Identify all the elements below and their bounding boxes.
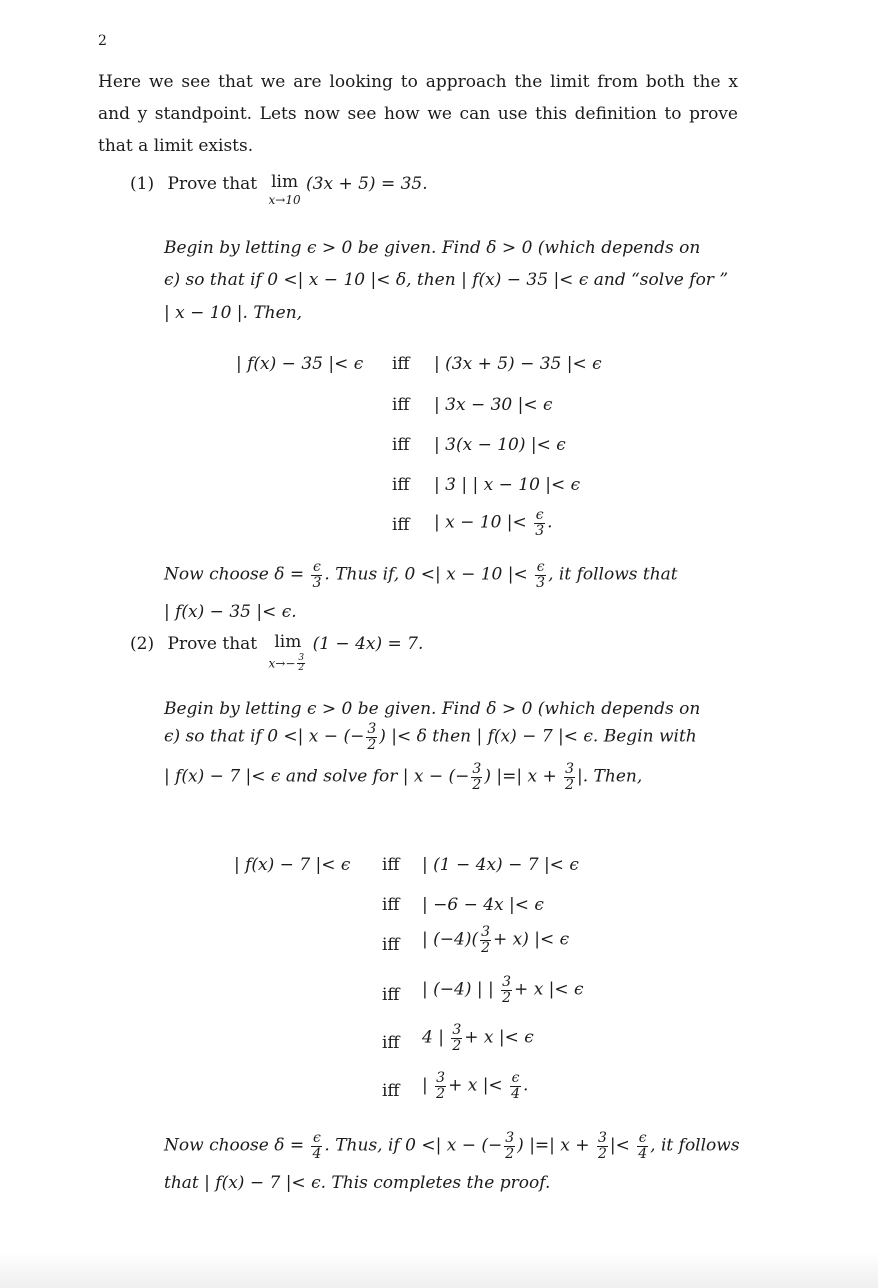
problem2-prove-prefix: Prove that	[167, 634, 258, 654]
problem1-now-choose: Now choose δ =	[164, 564, 305, 585]
fraction-denominator: 4	[511, 1085, 521, 1102]
problem2-thus-fraction-a	[504, 1131, 515, 1161]
problem2-iff-3: iff	[382, 935, 400, 955]
fraction-denominator: 2	[505, 1145, 515, 1162]
fraction-numerator: ϵ	[313, 1130, 321, 1146]
problem1-label: (1)	[130, 174, 155, 194]
problem2-step-2: | −6 − 4x |< ϵ	[422, 895, 544, 915]
fraction-denominator: 2	[565, 776, 575, 793]
problem2-step-3-fraction	[480, 925, 491, 955]
problem2-lhs: | f(x) − 7 |< ϵ	[234, 855, 351, 875]
problem1-step-2: | 3x − 30 |< ϵ	[434, 395, 553, 415]
problem2-step-4b: + x |< ϵ	[514, 979, 584, 1000]
problem2-begin-line3-fraction-a	[471, 762, 482, 792]
fraction-denominator: 2	[597, 1145, 607, 1162]
problem2-step-6-fraction-a	[435, 1071, 446, 1101]
problem1-expression: (3x + 5) = 35.	[306, 174, 428, 194]
problem2-step-3a: | (−4)(	[422, 929, 479, 950]
problem2-begin-line2-fraction	[366, 722, 377, 752]
problem1-begin-line1: Begin by letting ϵ > 0 be given. Find δ > 0 (which depends on	[164, 238, 701, 258]
problem1-step-3: | 3(x − 10) |< ϵ	[434, 435, 566, 455]
fraction-numerator: 3	[298, 653, 305, 663]
problem2-begin-line3-fraction-b	[564, 762, 575, 792]
problem1-statement	[130, 174, 428, 206]
problem2-step-5	[422, 1023, 534, 1053]
problem1-it-follows: , it follows that	[548, 564, 678, 585]
problem1-step-5	[434, 508, 553, 538]
problem1-lhs: | f(x) − 35 |< ϵ	[236, 354, 364, 374]
problem1-prove-prefix: Prove that	[167, 174, 258, 194]
fraction-denominator: 2	[436, 1085, 446, 1102]
problem2-choose-line	[164, 1130, 740, 1162]
problem2-iff-5: iff	[382, 1033, 400, 1053]
fraction-numerator: ϵ	[313, 559, 321, 575]
problem2-begin-line3	[164, 762, 642, 792]
problem2-begin-line2a: ϵ) so that if 0 <| x − (−	[164, 726, 365, 747]
problem2-thus-c: |<	[609, 1135, 630, 1156]
fraction-denominator: 2	[298, 663, 305, 674]
problem2-step-5a: 4 |	[422, 1027, 444, 1048]
problem2-expression: (1 − 4x) = 7.	[312, 634, 424, 654]
fraction-denominator: 4	[312, 1145, 322, 1162]
problem1-begin-line3: | x − 10 |. Then,	[164, 303, 303, 323]
fraction-numerator: 3	[452, 1022, 462, 1038]
problem2-step-4-fraction	[501, 975, 512, 1005]
period: .	[523, 1075, 529, 1096]
problem2-step-3	[422, 925, 569, 955]
problem1-limit	[269, 174, 301, 206]
problem2-iff-4: iff	[382, 985, 400, 1005]
problem2-label: (2)	[130, 634, 155, 654]
fraction-numerator: 3	[367, 721, 377, 737]
problem1-conclusion: | f(x) − 35 |< ϵ.	[164, 602, 297, 622]
problem2-lim-word: lim	[274, 632, 302, 652]
problem2-begin-line2	[164, 722, 697, 752]
problem2-step-6-fraction-b	[510, 1071, 521, 1101]
page-bottom-shade	[0, 1252, 878, 1288]
problem1-step-5-fraction	[534, 508, 545, 538]
intro-paragraph: Here we see that we are looking to approach the limit from both the x and y standpoint. Lets now see how we can use this definition to prove that a limit exists.	[98, 72, 738, 156]
problem2-step-5-fraction	[451, 1023, 462, 1053]
problem1-iff-3: iff	[392, 435, 410, 455]
fraction-denominator: 4	[638, 1145, 648, 1162]
fraction-numerator: 3	[472, 761, 482, 777]
fraction-numerator: ϵ	[511, 1070, 520, 1086]
problem2-step-6	[422, 1071, 528, 1101]
problem2-step-3b: + x) |< ϵ	[493, 929, 570, 950]
fraction-numerator: ϵ	[638, 1130, 647, 1146]
fraction-denominator: 2	[481, 939, 491, 956]
problem2-it-follows: , it follows	[650, 1135, 740, 1156]
fraction-denominator: 2	[502, 989, 512, 1006]
problem2-conclusion: that | f(x) − 7 |< ϵ. This completes the proof.	[164, 1173, 551, 1193]
problem1-iff-5: iff	[392, 515, 410, 535]
problem2-iff-6: iff	[382, 1081, 400, 1101]
problem1-iff-1: iff	[392, 354, 410, 374]
fraction-numerator: 3	[597, 1130, 607, 1146]
problem2-thus-fraction-c	[637, 1131, 648, 1161]
problem2-thus-fraction-b	[597, 1131, 608, 1161]
problem1-bound-fraction	[535, 560, 546, 590]
fraction-numerator: ϵ	[536, 559, 545, 575]
problem2-begin-line3b: ) |=| x +	[484, 766, 557, 787]
fraction-numerator: 3	[505, 1130, 515, 1146]
problem1-thus-if: . Thus if, 0 <| x − 10 |<	[324, 564, 528, 585]
problem2-step-5b: + x |< ϵ	[464, 1027, 534, 1048]
problem1-choose-line	[164, 560, 736, 590]
problem2-step-6b: + x |<	[448, 1075, 503, 1096]
problem2-step-1: | (1 − 4x) − 7 |< ϵ	[422, 855, 579, 875]
fraction-denominator: 2	[472, 776, 482, 793]
problem2-step-4a: | (−4) | |	[422, 979, 494, 1000]
fraction-numerator: ϵ	[535, 507, 544, 523]
problem2-limit	[269, 634, 308, 674]
problem2-step-4	[422, 975, 584, 1005]
problem1-lim-subscript: x→10	[268, 193, 301, 207]
fraction-denominator: 2	[367, 736, 377, 753]
problem2-statement	[130, 634, 423, 674]
problem2-iff-1: iff	[382, 855, 400, 875]
problem2-iff-2: iff	[382, 895, 400, 915]
period: .	[547, 512, 553, 533]
page-number: 2	[98, 33, 107, 49]
problem1-begin-line2: ϵ) so that if 0 <| x − 10 |< δ, then | f(x) − 35 |< ϵ and “solve for ”	[164, 270, 729, 290]
problem2-now-choose: Now choose δ =	[164, 1135, 305, 1156]
problem1-delta-fraction	[311, 560, 322, 590]
fraction-denominator: 3	[535, 522, 545, 539]
fraction-denominator: 3	[536, 574, 546, 591]
fraction-numerator: 3	[565, 761, 575, 777]
problem1-step-4: | 3 | | x − 10 |< ϵ	[434, 475, 581, 495]
problem2-thus: . Thus, if 0 <| x − (−	[324, 1135, 503, 1156]
problem1-step-5-text: | x − 10 |<	[434, 512, 527, 533]
problem2-lim-subscript	[269, 654, 308, 674]
problem1-lim-word: lim	[271, 172, 299, 192]
fraction-numerator: 3	[481, 924, 491, 940]
fraction-denominator: 3	[312, 574, 322, 591]
problem1-iff-4: iff	[392, 475, 410, 495]
problem2-delta-fraction	[311, 1131, 322, 1161]
problem2-begin-line3c: |. Then,	[577, 766, 643, 787]
problem1-iff-2: iff	[392, 395, 410, 415]
problem2-begin-line2b: ) |< δ then | f(x) − 7 |< ϵ. Begin with	[379, 726, 697, 747]
problem2-lim-sub-fraction	[297, 654, 305, 674]
problem2-lim-sub-text: x→−	[268, 656, 296, 671]
problem1-step-1: | (3x + 5) − 35 |< ϵ	[434, 354, 602, 374]
fraction-numerator: 3	[436, 1070, 446, 1086]
fraction-numerator: 3	[502, 974, 512, 990]
problem2-begin-line1: Begin by letting ϵ > 0 be given. Find δ > 0 (which depends on	[164, 699, 701, 719]
problem2-step-6a: |	[422, 1075, 428, 1096]
problem2-begin-line3a: | f(x) − 7 |< ϵ and solve for | x − (−	[164, 766, 470, 787]
problem2-thus-b: ) |=| x +	[517, 1135, 590, 1156]
fraction-denominator: 2	[452, 1037, 462, 1054]
